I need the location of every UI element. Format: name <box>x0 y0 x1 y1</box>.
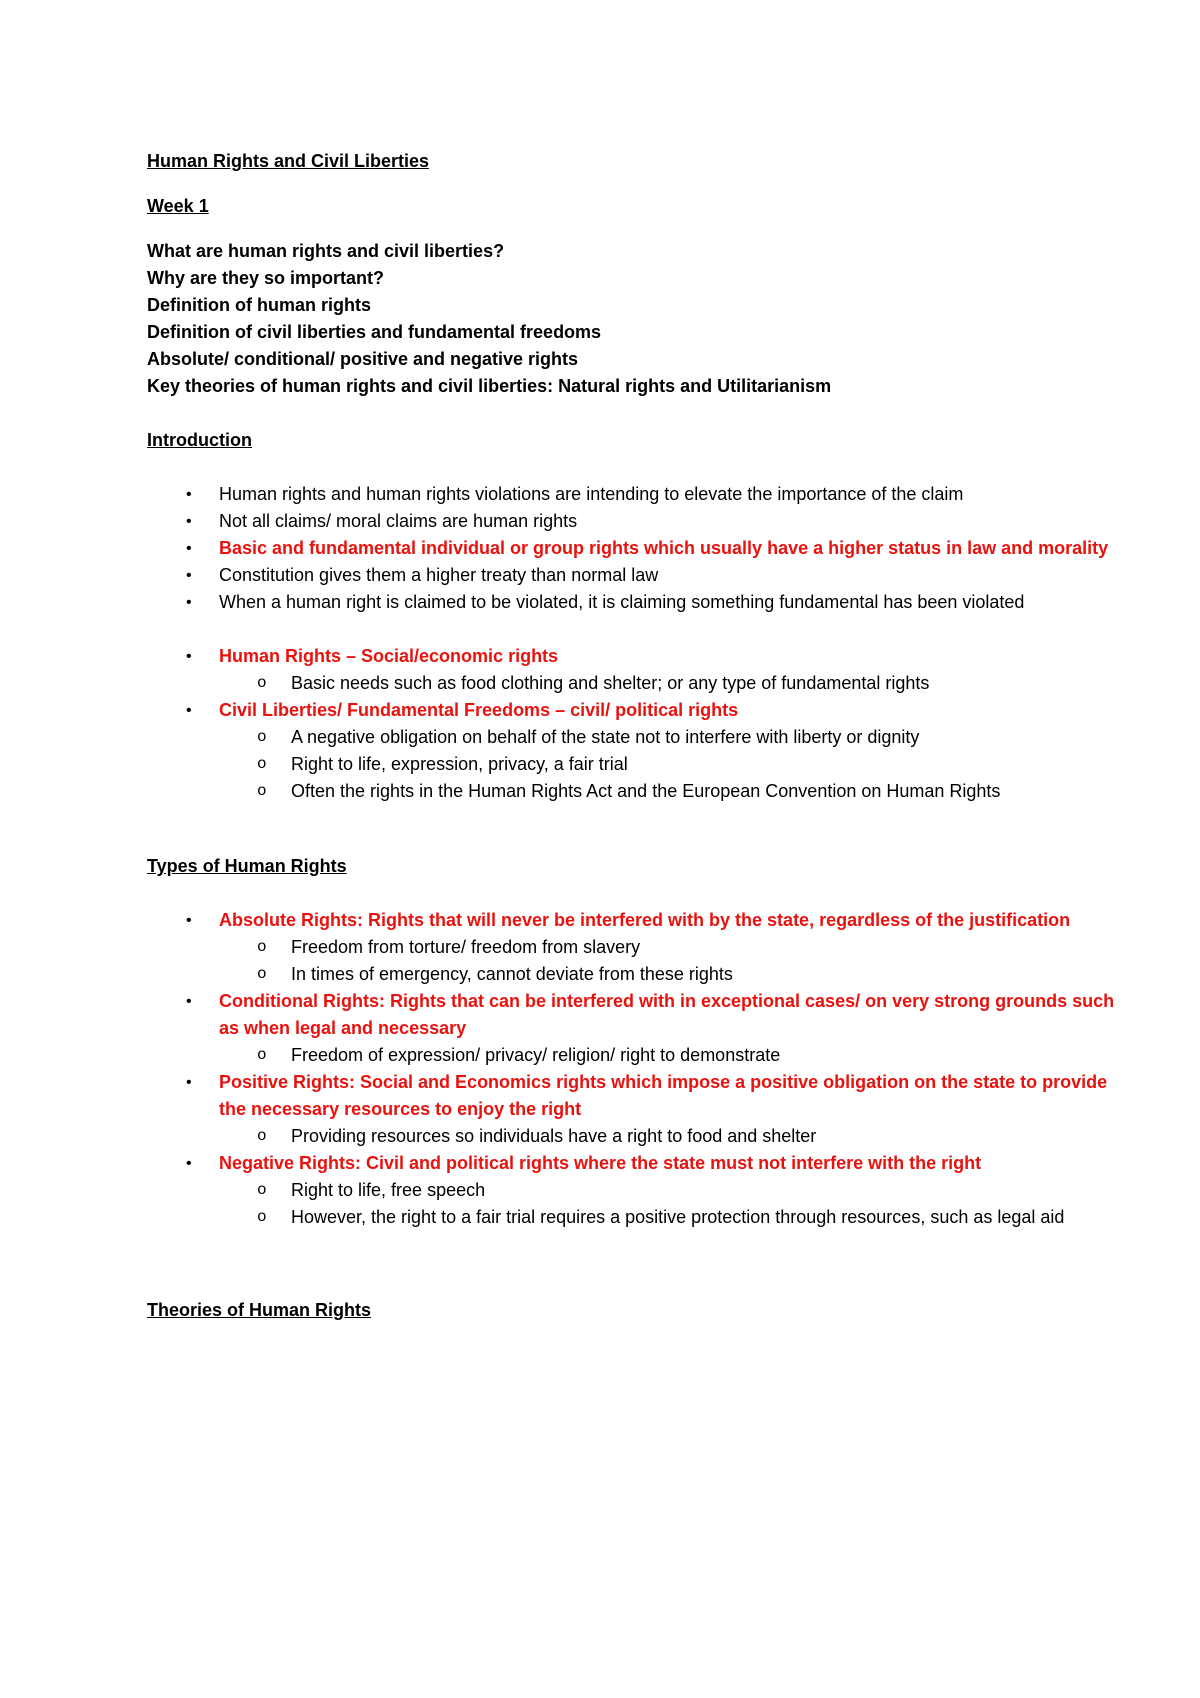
sub-list <box>219 1042 1119 1069</box>
topic-line: Why are they so important? <box>147 268 385 288</box>
sub-bullet-glyph: o <box>257 1208 267 1226</box>
sub-list-item-text: Freedom from torture/ freedom from slavery <box>291 937 641 957</box>
introduction-bullets <box>147 481 1109 616</box>
sub-list <box>219 1177 1119 1231</box>
sub-list-item-text: Providing resources so individuals have a right to food and shelter <box>291 1126 817 1146</box>
sub-list-item-text: Right to life, expression, privacy, a fair trial <box>291 754 628 774</box>
spacer <box>147 400 1080 427</box>
bullet-glyph: • <box>186 912 192 929</box>
rights-categories <box>147 643 1080 805</box>
sub-list-item <box>219 670 1119 697</box>
sub-list-item <box>219 1042 1119 1069</box>
list-item <box>147 481 1119 508</box>
spacer <box>147 1279 1080 1297</box>
sub-bullet-glyph: o <box>257 1127 267 1145</box>
sub-bullet-glyph: o <box>257 782 267 800</box>
bullet-glyph: • <box>186 702 192 719</box>
civil-liberties-label: Civil Liberties/ Fundamental Freedoms – civil/ political rights <box>219 700 739 720</box>
sub-list <box>219 934 1119 988</box>
list-item <box>147 988 1119 1069</box>
sub-bullet-glyph: o <box>257 1181 267 1199</box>
section-heading-theories: Theories of Human Rights <box>147 1300 372 1320</box>
sub-list-item <box>219 778 1119 805</box>
bullet-glyph: • <box>186 648 192 665</box>
spacer <box>147 805 1080 853</box>
topic-line: Key theories of human rights and civil liberties: Natural rights and Utilitarianism <box>147 376 832 396</box>
topic-line: Definition of civil liberties and fundamental freedoms <box>147 322 602 342</box>
bullet-glyph: • <box>186 567 192 584</box>
spacer <box>147 175 1080 193</box>
sub-list-item <box>219 961 1119 988</box>
list-item-text: When a human right is claimed to be violated, it is claiming something fundamental has been violated <box>219 592 1025 612</box>
sub-bullet-glyph: o <box>257 1046 267 1064</box>
spacer <box>147 880 1080 907</box>
section-heading-introduction: Introduction <box>147 430 252 450</box>
sub-bullet-glyph: o <box>257 965 267 983</box>
sub-list-item <box>219 1123 1119 1150</box>
list-item <box>147 1150 1119 1231</box>
topic-list <box>147 238 1080 400</box>
sub-list <box>219 1123 1119 1150</box>
spacer <box>147 454 1080 481</box>
positive-rights-label: Positive Rights: Social and Economics rights which impose a positive obligation on the state to provide the necessary resources to enjoy the right <box>219 1072 1108 1119</box>
document-title: Human Rights and Civil Liberties <box>147 151 430 171</box>
list-item <box>147 589 1119 616</box>
sub-list <box>219 724 1119 805</box>
list-item <box>147 535 1119 562</box>
bullet-glyph: • <box>186 540 192 557</box>
topic-line: Definition of human rights <box>147 295 371 315</box>
sub-list-item <box>219 751 1119 778</box>
list-item-text: Not all claims/ moral claims are human rights <box>219 511 578 531</box>
list-item <box>147 907 1119 988</box>
list-item <box>147 562 1119 589</box>
sub-list-item-text: In times of emergency, cannot deviate from these rights <box>291 964 733 984</box>
sub-list-item-text: A negative obligation on behalf of the state not to interfere with liberty or dignity <box>291 727 920 747</box>
sub-list-item-text: However, the right to a fair trial requires a positive protection through resources, such as legal aid <box>291 1207 1065 1227</box>
week-label: Week 1 <box>147 196 209 216</box>
human-rights-label: Human Rights – Social/economic rights <box>219 646 559 666</box>
bullet-glyph: • <box>186 594 192 611</box>
sub-bullet-glyph: o <box>257 674 267 692</box>
absolute-rights-label: Absolute Rights: Rights that will never be interfered with by the state, regardless of the justification <box>219 910 1071 930</box>
bullet-glyph: • <box>186 1155 192 1172</box>
sub-list-item-text: Freedom of expression/ privacy/ religion/ right to demonstrate <box>291 1045 781 1065</box>
list-item <box>147 643 1119 697</box>
spacer <box>147 1231 1080 1279</box>
list-item <box>147 697 1119 805</box>
sub-bullet-glyph: o <box>257 755 267 773</box>
topic-line: Absolute/ conditional/ positive and negative rights <box>147 349 579 369</box>
sub-bullet-glyph: o <box>257 728 267 746</box>
list-item <box>147 1069 1119 1150</box>
sub-list-item <box>219 724 1119 751</box>
sub-list-item-text: Right to life, free speech <box>291 1180 486 1200</box>
list-item <box>147 508 1119 535</box>
sub-list-item <box>219 1177 1119 1204</box>
sub-list-item-text: Often the rights in the Human Rights Act and the European Convention on Human Rights <box>291 781 1001 801</box>
spacer <box>147 616 1080 643</box>
bullet-glyph: • <box>186 1074 192 1091</box>
topic-line: What are human rights and civil liberties? <box>147 241 505 261</box>
list-item-text: Constitution gives them a higher treaty than normal law <box>219 565 659 585</box>
bullet-glyph: • <box>186 993 192 1010</box>
bullet-glyph: • <box>186 513 192 530</box>
sub-list-item-text: Basic needs such as food clothing and shelter; or any type of fundamental rights <box>291 673 930 693</box>
spacer <box>147 220 1080 238</box>
section-heading-types: Types of Human Rights <box>147 856 347 876</box>
sub-list-item <box>219 1204 1119 1231</box>
sub-list <box>219 670 1119 697</box>
bullet-glyph: • <box>186 486 192 503</box>
list-item-text-emphasis: Basic and fundamental individual or group rights which usually have a higher status in law and morality <box>219 538 1109 558</box>
negative-rights-label: Negative Rights: Civil and political rights where the state must not interfere with the right <box>219 1153 982 1173</box>
types-bullets <box>147 907 1115 1231</box>
list-item-text: Human rights and human rights violations are intending to elevate the importance of the claim <box>219 484 964 504</box>
conditional-rights-label: Conditional Rights: Rights that can be interfered with in exceptional cases/ on very strong grounds such as when legal and necessary <box>219 991 1115 1038</box>
sub-list-item <box>219 934 1119 961</box>
sub-bullet-glyph: o <box>257 938 267 956</box>
